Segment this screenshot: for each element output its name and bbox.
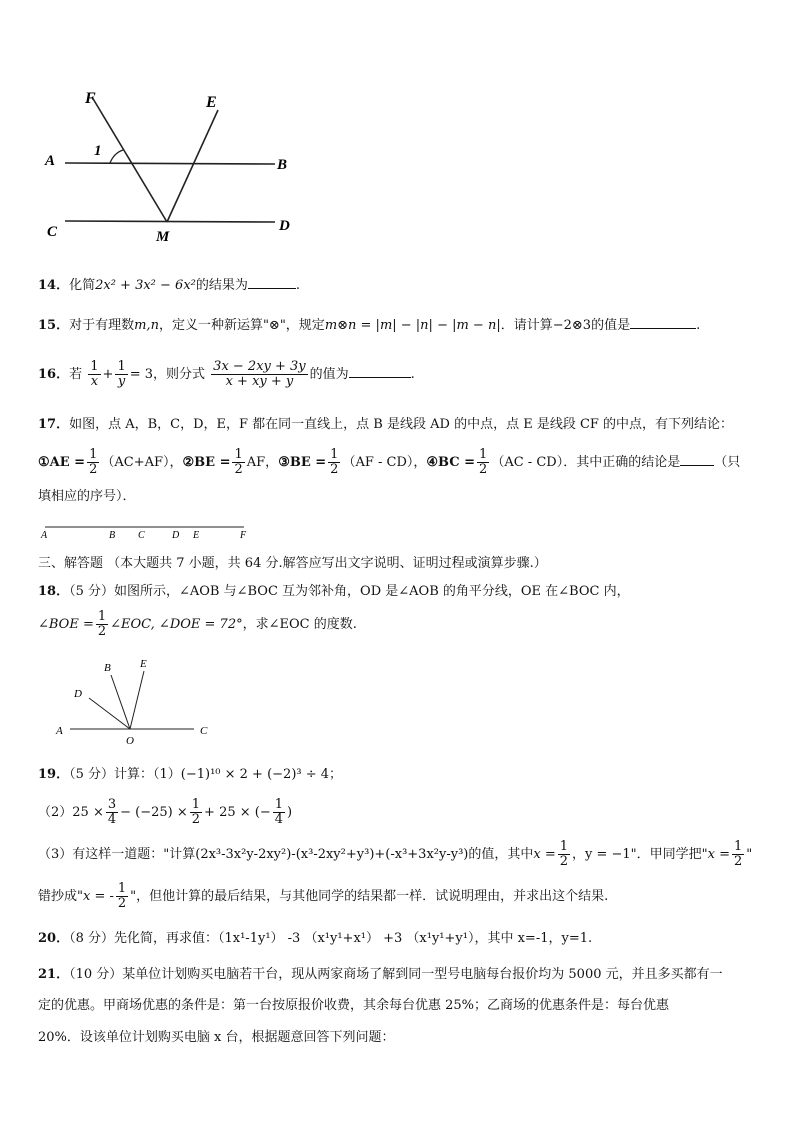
q19-l3d: x = [707, 847, 730, 862]
seg-label-a: A [41, 530, 48, 541]
q15-answer-blank[interactable] [630, 316, 696, 329]
question-17-conclusions [38, 446, 740, 480]
label-a: A [45, 153, 56, 169]
q19-l3c: ，y = −1"．甲同学把" [572, 847, 708, 862]
q17-c3b: （AF - CD）， [342, 455, 427, 470]
q19-frac-x: $\frac{1}{2}$ [559, 839, 568, 869]
q19-l4a: 错抄成" [38, 889, 83, 904]
question-17-line3 [38, 488, 136, 506]
seg-label-b: B [109, 530, 116, 541]
q19-frac-3-4: $\frac{3}{4}$ [107, 797, 117, 827]
q15-calc: −2⊗3 [552, 318, 592, 333]
q18-number: 18． [38, 584, 70, 599]
q17-number: 17． [38, 417, 70, 432]
q16-p2: ，则分式 [153, 367, 206, 382]
question-15 [38, 316, 700, 335]
q16-frac-1-over-x: $\frac{1}{x}$ [90, 359, 99, 389]
q18-half: $\frac{1}{2}$ [97, 609, 107, 639]
line-me [167, 110, 218, 222]
q16-answer-blank[interactable] [349, 365, 411, 378]
label-d: D [279, 218, 290, 234]
q15-number: 15． [38, 318, 70, 333]
q17-c3: ③BE = [278, 455, 327, 470]
fig18-label-c: C [200, 725, 208, 737]
question-19-line4 [38, 880, 608, 914]
q18-l1: （5 分）如图所示，∠AOB 与∠BOC 互为邻补角，OD 是∠AOB 的角平分线，OE 在∠BOC 内， [69, 584, 630, 599]
q14-number: 14． [38, 278, 70, 293]
question-16: 16．若 $\frac{1}{x}$ + $\frac{1}{y}$ = 3，则分式 $\frac{3x - 2xy + 3y}{x + xy + y}$ 的值为 . [38, 359, 415, 389]
q19-frac-neg: $\frac{1}{2}$ [117, 881, 127, 911]
q19-l2: （2）25 × [38, 805, 104, 820]
q16-frac-1-over-y: $\frac{1}{y}$ [117, 359, 126, 389]
label-c: C [47, 224, 58, 240]
q19-l1: （5 分）计算：（1）(−1)¹⁰ × 2 + (−2)³ ÷ 4； [69, 767, 343, 782]
label-angle-1: 1 [94, 143, 102, 159]
q15-p4: 的值是 [591, 318, 631, 333]
q15-vars: m,n [134, 318, 159, 333]
q21-l1: （10 分）某单位计划购买电脑若干台，现从两家商场了解到同一型号电脑每台报价均为 5000 元，并且多买都有一 [69, 967, 723, 982]
question-18-line1 [38, 583, 630, 601]
q14-end: . [295, 278, 301, 293]
line-cd [65, 221, 275, 222]
q17-c4b: （AC - CD）．其中正确的结论是 [491, 455, 681, 470]
question-21-line2 [38, 997, 669, 1015]
question-20 [38, 930, 592, 948]
question-17-line1 [38, 416, 733, 434]
line-ab [65, 163, 275, 164]
fig18-label-a: A [56, 725, 63, 737]
q17-l3: 填相应的序号）． [38, 489, 136, 504]
q19-number: 19． [38, 767, 70, 782]
q17-c2b: AF， [246, 455, 279, 470]
seg-label-e: E [193, 530, 200, 541]
q19-frac-1-2: $\frac{1}{2}$ [191, 797, 201, 827]
q19-l3e: " [746, 847, 753, 862]
line-fm [92, 97, 167, 222]
q19-frac-1-4: $\frac{1}{4}$ [274, 797, 284, 827]
q17-c5: （只 [714, 455, 741, 470]
q14-pre: 化简 [69, 278, 96, 293]
q18-l2a: ∠BOE = [38, 617, 94, 632]
question-18-line2 [38, 608, 357, 642]
q18-l2b: ∠EOC, ∠DOE = 72° [110, 617, 243, 632]
q17-c2: ②BE = [182, 455, 231, 470]
q15-p3: ．请计算 [500, 318, 553, 333]
q17-answer-blank[interactable] [680, 453, 714, 466]
figure-angles-o [48, 655, 228, 750]
question-19-line1 [38, 766, 342, 784]
fig18-label-o: O [126, 735, 134, 747]
q19-l3a: （3）有这样一道题："计算(2x³-3x²y-2xy²)-(x³-2xy²+y³)+(-x³+3x²y-y³)的值，其中 [38, 847, 534, 862]
question-21-line1 [38, 966, 723, 984]
q19-l3b: x = [533, 847, 556, 862]
label-e: E [206, 94, 217, 111]
seg-label-c: C [138, 530, 145, 541]
q16-p3: 的值为 [309, 367, 349, 382]
question-19-line3 [38, 838, 752, 872]
seg-label-f: F [240, 530, 247, 541]
q17-c1: ①AE = [38, 455, 86, 470]
label-m: M [156, 229, 170, 245]
q16-number: 16． [38, 367, 70, 382]
section-3-text: 三、解答题 （本大题共 7 小题，共 64 分.解答应写出文字说明、证明过程或演算步骤.） [38, 556, 547, 571]
q17-half-2: $\frac{1}{2}$ [234, 447, 243, 477]
section-3-heading [38, 555, 547, 573]
q15-p1: 对于有理数 [69, 318, 135, 333]
q14-expr: 2x² + 3x² − 6x² [95, 278, 196, 293]
fig18-label-e: E [140, 658, 147, 670]
q15-rule: m⊗n = |m| − |n| − |m − n| [324, 318, 501, 333]
q17-c1b: （AC+AF）， [101, 455, 183, 470]
seg-label-d: D [172, 530, 180, 541]
q17-text: 如图，点 A，B，C，D，E，F 都在同一直线上，点 B 是线段 AD 的中点，点 E 是线段 CF 的中点，有下列结论： [69, 417, 734, 432]
q20-text: （8 分）先化简，再求值：（1x¹-1y¹） -3 （x¹y¹+x¹） +3 （x¹y¹+y¹），其中 x=-1，y=1. [69, 931, 593, 946]
q15-p2: ，定义一种新运算"⊗"，规定 [158, 318, 325, 333]
question-21-line3 [38, 1029, 395, 1047]
q17-half-4: $\frac{1}{2}$ [479, 447, 488, 477]
ray-ob [111, 675, 130, 729]
q19-l4b: x = - [82, 889, 114, 904]
fig18-label-d: D [74, 688, 82, 700]
angle-arc [110, 150, 123, 163]
q14-answer-blank[interactable] [248, 276, 296, 289]
q17-half-3: $\frac{1}{2}$ [330, 447, 339, 477]
fig18-label-b: B [104, 662, 111, 674]
label-f: F [85, 90, 96, 107]
q15-end: . [696, 318, 701, 333]
q19-l2d: ) [287, 805, 293, 820]
q17-c4: ④BC = [426, 455, 476, 470]
q16-p1: 若 [69, 367, 83, 382]
q21-l3: 20%．设该单位计划购买电脑 x 台，根据题意回答下列问题： [38, 1030, 395, 1045]
label-b: B [277, 157, 288, 173]
q16-fraction: $\frac{3x - 2xy + 3y}{x + xy + y}$ [213, 359, 306, 389]
figure-segment-af [38, 520, 258, 544]
q19-l2c: + 25 × (− [204, 805, 271, 820]
figure-parallel-lines [30, 80, 320, 255]
q21-number: 21． [38, 967, 70, 982]
q16-end: . [410, 367, 415, 382]
question-19-line2 [38, 796, 292, 830]
ray-oe [130, 671, 144, 729]
q18-l2c: ，求∠EOC 的度数. [242, 617, 357, 632]
q16-eq3: = 3 [129, 367, 154, 382]
q20-number: 20． [38, 931, 70, 946]
q14-post: 的结果为 [195, 278, 248, 293]
question-14 [38, 276, 300, 295]
q19-frac-x2: $\frac{1}{2}$ [733, 839, 743, 869]
q19-l4c: "，但他计算的最后结果，与其他同学的结果都一样．试说明理由，并求出这个结果. [130, 889, 609, 904]
q17-half-1: $\frac{1}{2}$ [89, 447, 98, 477]
q19-l2b: − (−25) × [120, 805, 188, 820]
ray-od [89, 698, 130, 729]
q21-l2: 定的优惠。甲商场优惠的条件是：第一台按原报价收费，其余每台优惠 25%；乙商场的优惠条件是：每台优惠 [38, 998, 670, 1013]
